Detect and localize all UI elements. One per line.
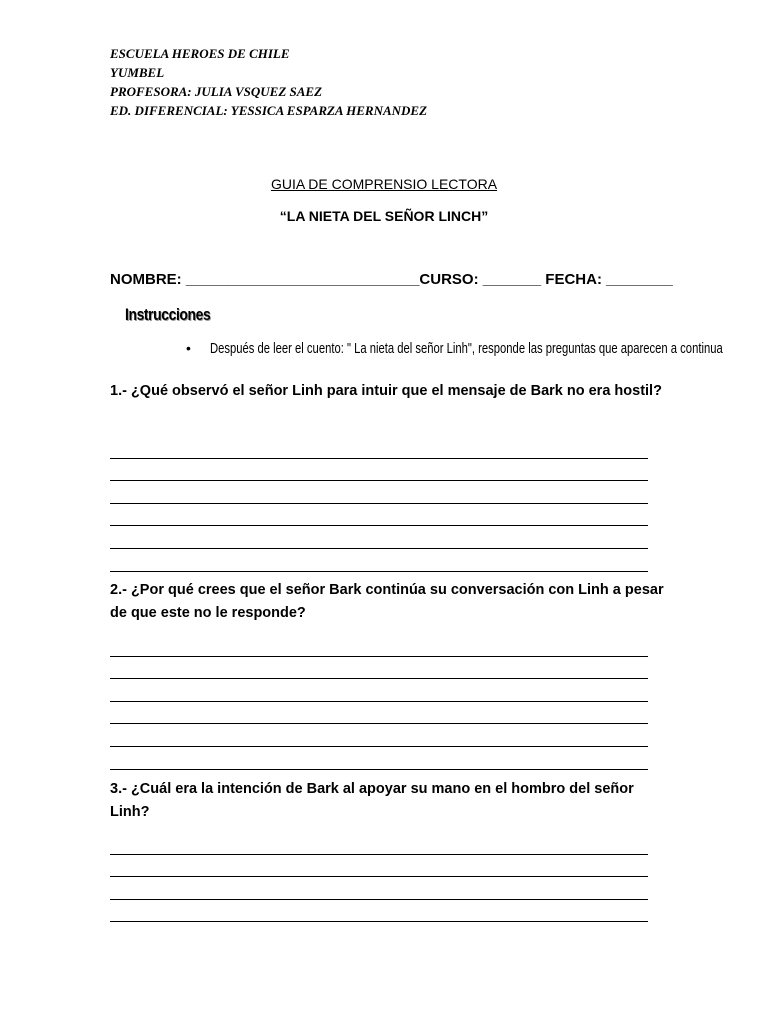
bullet-icon: • — [186, 340, 191, 356]
answer-line[interactable] — [110, 832, 648, 855]
answer-area-2[interactable] — [110, 634, 648, 770]
answer-line[interactable] — [110, 481, 648, 504]
question-2: 2.- ¿Por qué crees que el señor Bark continúa su conversación con Linh a pesar de que este no le responde? — [110, 582, 664, 621]
story-title: “LA NIETA DEL SEÑOR LINCH” — [279, 208, 489, 224]
student-info-line: NOMBRE: ____________________________CURSO: _______ FECHA: ________ — [110, 271, 673, 288]
teacher-name: PROFESORA: JULIA VSQUEZ SAEZ — [110, 84, 323, 99]
answer-line[interactable] — [110, 679, 648, 702]
school-city: YUMBEL — [110, 65, 165, 80]
answer-area-3[interactable] — [110, 832, 648, 922]
answer-line[interactable] — [110, 702, 648, 725]
answer-line[interactable] — [110, 877, 648, 900]
answer-line[interactable] — [110, 724, 648, 747]
answer-line[interactable] — [110, 900, 648, 923]
answer-area-1[interactable] — [110, 436, 648, 572]
answer-line[interactable] — [110, 855, 648, 878]
answer-line[interactable] — [110, 634, 648, 657]
answer-line[interactable] — [110, 504, 648, 527]
instructions-heading: Instrucciones — [125, 305, 211, 324]
answer-line[interactable] — [110, 747, 648, 770]
question-1: 1.- ¿Qué observó el señor Linh para intuir que el mensaje de Bark no era hostil? — [110, 383, 662, 399]
answer-line[interactable] — [110, 526, 648, 549]
guide-title: GUIA DE COMPRENSIO LECTORA — [270, 176, 498, 192]
answer-line[interactable] — [110, 549, 648, 572]
instruction-text: Después de leer el cuento: " La nieta del señor Linh", responde las preguntas que aparecen a continua — [210, 340, 723, 357]
instruction-item — [186, 340, 768, 357]
question-3: 3.- ¿Cuál era la intención de Bark al apoyar su mano en el hombro del señor Linh? — [110, 781, 634, 820]
answer-line[interactable] — [110, 657, 648, 680]
school-name: ESCUELA HEROES DE CHILE — [110, 46, 290, 61]
answer-line[interactable] — [110, 459, 648, 482]
answer-line[interactable] — [110, 436, 648, 459]
special-ed-teacher: ED. DIFERENCIAL: YESSICA ESPARZA HERNANDEZ — [110, 103, 428, 118]
school-header — [110, 44, 427, 120]
